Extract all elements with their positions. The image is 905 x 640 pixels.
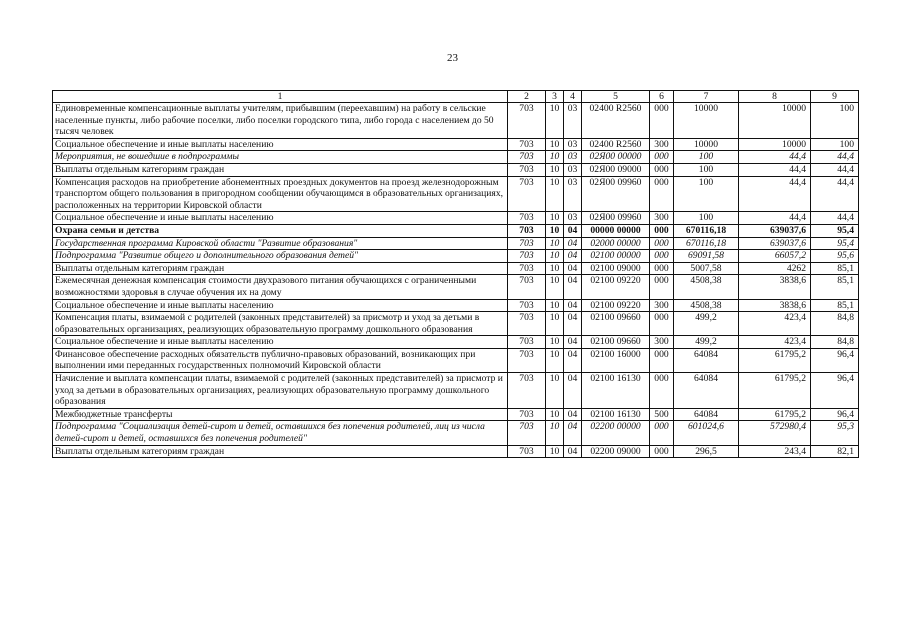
value-percent: 96,4 [811,348,859,372]
code-target: 02400 R2560 [582,138,650,151]
value-fact: 423,4 [739,336,811,349]
value-plan: 4508,38 [674,275,739,299]
code-admin: 703 [508,445,546,458]
code-section: 10 [546,336,564,349]
value-fact: 3838,6 [739,299,811,312]
page-number: 23 [447,52,458,64]
value-plan: 100 [674,163,739,176]
value-fact: 243,4 [739,445,811,458]
code-type: 000 [650,348,674,372]
code-section: 10 [546,151,564,164]
code-subsection: 04 [564,445,582,458]
code-type: 000 [650,421,674,445]
code-admin: 703 [508,176,546,212]
code-section: 10 [546,163,564,176]
code-admin: 703 [508,250,546,263]
code-target: 02000 00000 [582,237,650,250]
value-percent: 95,4 [811,237,859,250]
value-percent: 85,1 [811,275,859,299]
value-percent: 82,1 [811,445,859,458]
table-row [53,176,859,212]
code-admin: 703 [508,421,546,445]
row-name: Подпрограмма "Социализация детей-сирот и детей, оставшихся без попечения родителей, лиц из числа детей-сирот и детей, оставшихся без попечения родителей" [53,421,508,445]
value-fact: 66057,2 [739,250,811,263]
value-plan: 10000 [674,103,739,139]
code-type: 300 [650,212,674,225]
value-plan: 100 [674,176,739,212]
code-admin: 703 [508,312,546,336]
code-target: 02100 09220 [582,299,650,312]
value-plan: 670116,18 [674,237,739,250]
code-section: 10 [546,312,564,336]
value-fact: 61795,2 [739,373,811,409]
value-percent: 85,1 [811,299,859,312]
table-row [53,151,859,164]
code-subsection: 04 [564,237,582,250]
col-header: 9 [811,91,859,103]
row-name: Финансовое обеспечение расходных обязательств публично-правовых образований, возникающих при выполнении ими переданных государственных полномочий Кировской области [53,348,508,372]
value-percent: 84,8 [811,336,859,349]
value-plan: 64084 [674,348,739,372]
code-admin: 703 [508,163,546,176]
code-type: 000 [650,312,674,336]
table-row [53,312,859,336]
code-target: 02100 09220 [582,275,650,299]
col-header: 8 [739,91,811,103]
code-target: 02200 00000 [582,421,650,445]
value-percent: 44,4 [811,151,859,164]
value-fact: 3838,6 [739,275,811,299]
code-section: 10 [546,373,564,409]
code-section: 10 [546,348,564,372]
code-type: 300 [650,299,674,312]
value-fact: 44,4 [739,176,811,212]
code-target: 02400 R2560 [582,103,650,139]
col-header: 1 [53,91,508,103]
value-percent: 95,6 [811,250,859,263]
code-admin: 703 [508,336,546,349]
code-admin: 703 [508,348,546,372]
value-fact: 4262 [739,262,811,275]
code-section: 10 [546,262,564,275]
code-target: 02Я00 09000 [582,163,650,176]
row-name: Компенсация расходов на приобретение абонементных проездных документов на проезд железнодорожным транспортом общего пользования в пригородном сообщении обучающимся в образовательных организациях, расположенных на территории Кировской области [53,176,508,212]
value-percent: 96,4 [811,373,859,409]
code-admin: 703 [508,299,546,312]
code-target: 02100 00000 [582,250,650,263]
table-row [53,408,859,421]
header-row [53,91,859,103]
code-admin: 703 [508,224,546,237]
value-percent: 95,4 [811,224,859,237]
value-plan: 296,5 [674,445,739,458]
value-plan: 670116,18 [674,224,739,237]
value-percent: 95,3 [811,421,859,445]
row-name: Мероприятия, не вошедшие в подпрограммы [53,151,508,164]
row-name: Социальное обеспечение и иные выплаты населению [53,336,508,349]
table-row [53,103,859,139]
row-name: Социальное обеспечение и иные выплаты населению [53,212,508,225]
value-plan: 601024,6 [674,421,739,445]
value-fact: 61795,2 [739,348,811,372]
table-row [53,262,859,275]
code-type: 000 [650,445,674,458]
code-section: 10 [546,224,564,237]
code-subsection: 03 [564,212,582,225]
code-subsection: 04 [564,262,582,275]
value-plan: 10000 [674,138,739,151]
row-name: Компенсация платы, взимаемой с родителей (законных представителей) за присмотр и уход за детьми в образовательных организациях, реализующих образовательную программу дошкольного образования [53,312,508,336]
code-type: 000 [650,262,674,275]
code-subsection: 04 [564,312,582,336]
code-subsection: 04 [564,250,582,263]
code-section: 10 [546,250,564,263]
code-section: 10 [546,176,564,212]
value-percent: 96,4 [811,408,859,421]
code-subsection: 03 [564,138,582,151]
value-percent: 84,8 [811,312,859,336]
code-target: 02100 16130 [582,373,650,409]
code-type: 500 [650,408,674,421]
code-type: 300 [650,138,674,151]
code-admin: 703 [508,151,546,164]
col-header: 7 [674,91,739,103]
table-row [53,212,859,225]
row-name: Государственная программа Кировской области "Развитие образования" [53,237,508,250]
code-section: 10 [546,445,564,458]
value-percent: 44,4 [811,212,859,225]
value-percent: 44,4 [811,176,859,212]
row-name: Социальное обеспечение и иные выплаты населению [53,138,508,151]
code-admin: 703 [508,237,546,250]
code-type: 000 [650,163,674,176]
code-target: 02Я00 00000 [582,151,650,164]
code-type: 000 [650,237,674,250]
table-row [53,138,859,151]
code-section: 10 [546,275,564,299]
code-subsection: 04 [564,348,582,372]
code-admin: 703 [508,103,546,139]
value-fact: 10000 [739,138,811,151]
code-type: 000 [650,176,674,212]
code-type: 000 [650,275,674,299]
value-plan: 69091,58 [674,250,739,263]
code-target: 02100 09660 [582,336,650,349]
code-subsection: 04 [564,275,582,299]
value-fact: 10000 [739,103,811,139]
value-fact: 44,4 [739,163,811,176]
code-subsection: 04 [564,224,582,237]
code-section: 10 [546,212,564,225]
code-section: 10 [546,408,564,421]
code-target: 02Я00 09960 [582,212,650,225]
table-row [53,275,859,299]
value-plan: 5007,58 [674,262,739,275]
row-name: Выплаты отдельным категориям граждан [53,445,508,458]
code-subsection: 04 [564,336,582,349]
col-header: 5 [582,91,650,103]
row-name: Социальное обеспечение и иные выплаты населению [53,299,508,312]
code-section: 10 [546,138,564,151]
col-header: 6 [650,91,674,103]
code-subsection: 03 [564,176,582,212]
value-plan: 100 [674,212,739,225]
row-name: Единовременные компенсационные выплаты учителям, прибывшим (переехавшим) на работу в сельские населенные пункты, либо рабочие поселки, либо поселки городского типа, либо города с населением до 50 тысяч человек [53,103,508,139]
code-subsection: 04 [564,299,582,312]
code-subsection: 03 [564,103,582,139]
code-admin: 703 [508,275,546,299]
code-subsection: 04 [564,421,582,445]
row-name: Ежемесячная денежная компенсация стоимости двухразового питания обучающихся с ограниченными возможностями здоровья в случае обучения их на дому [53,275,508,299]
code-subsection: 03 [564,163,582,176]
code-target: 02100 16000 [582,348,650,372]
row-name: Выплаты отдельным категориям граждан [53,262,508,275]
budget-table [52,90,859,458]
value-fact: 61795,2 [739,408,811,421]
code-type: 000 [650,250,674,263]
value-plan: 64084 [674,373,739,409]
table-row [53,348,859,372]
row-name: Начисление и выплата компенсации платы, взимаемой с родителей (законных представителей) за присмотр и уход за детьми в образовательных организациях, реализующих образовательную программу дошкольного образования [53,373,508,409]
value-plan: 499,2 [674,336,739,349]
code-target: 02100 16130 [582,408,650,421]
code-section: 10 [546,103,564,139]
row-name: Подпрограмма "Развитие общего и дополнительного образования детей" [53,250,508,263]
table-row [53,163,859,176]
code-target: 02100 09000 [582,262,650,275]
table-row [53,250,859,263]
code-section: 10 [546,421,564,445]
value-fact: 44,4 [739,212,811,225]
col-header: 2 [508,91,546,103]
value-fact: 572980,4 [739,421,811,445]
value-plan: 4508,38 [674,299,739,312]
table-row [53,445,859,458]
value-fact: 639037,6 [739,224,811,237]
col-header: 4 [564,91,582,103]
value-plan: 499,2 [674,312,739,336]
value-plan: 100 [674,151,739,164]
table-row [53,421,859,445]
value-percent: 85,1 [811,262,859,275]
code-admin: 703 [508,408,546,421]
code-subsection: 04 [564,373,582,409]
row-name: Охрана семьи и детства [53,224,508,237]
code-type: 000 [650,224,674,237]
code-target: 02200 09000 [582,445,650,458]
code-target: 00000 00000 [582,224,650,237]
code-section: 10 [546,299,564,312]
code-admin: 703 [508,373,546,409]
value-fact: 639037,6 [739,237,811,250]
value-plan: 64084 [674,408,739,421]
code-subsection: 03 [564,151,582,164]
table-row [53,224,859,237]
table-row [53,299,859,312]
value-percent: 100 [811,138,859,151]
code-target: 02100 09660 [582,312,650,336]
code-admin: 703 [508,138,546,151]
value-percent: 100 [811,103,859,139]
code-target: 02Я00 09960 [582,176,650,212]
row-name: Межбюджетные трансферты [53,408,508,421]
code-section: 10 [546,237,564,250]
table-row [53,237,859,250]
table-row [53,336,859,349]
value-percent: 44,4 [811,163,859,176]
code-type: 000 [650,103,674,139]
value-fact: 423,4 [739,312,811,336]
code-type: 000 [650,373,674,409]
code-admin: 703 [508,212,546,225]
value-fact: 44,4 [739,151,811,164]
row-name: Выплаты отдельным категориям граждан [53,163,508,176]
code-type: 000 [650,151,674,164]
table-row [53,373,859,409]
code-subsection: 04 [564,408,582,421]
code-type: 300 [650,336,674,349]
col-header: 3 [546,91,564,103]
code-admin: 703 [508,262,546,275]
